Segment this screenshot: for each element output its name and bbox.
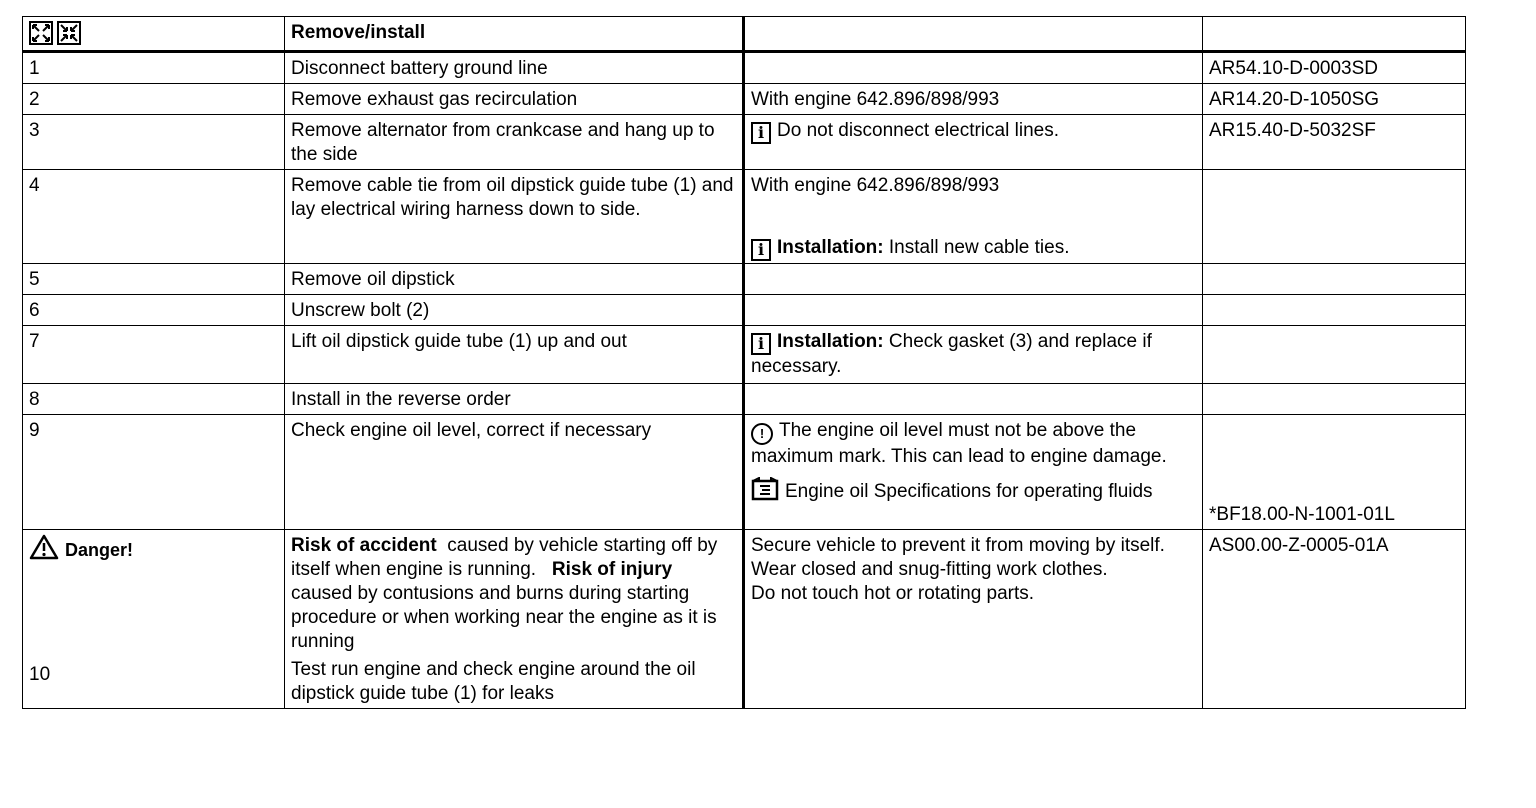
step-number: 4 <box>23 170 285 264</box>
step-text: Remove cable tie from oil dipstick guide tube (1) and lay electrical wiring harness down to side. <box>285 170 744 264</box>
step-note: With engine 642.896/898/993 <box>744 84 1203 115</box>
step-number: 1 <box>23 52 285 84</box>
spec-ref-link[interactable]: *BF18.00-N-1001-01L <box>1209 504 1395 525</box>
table-row <box>23 264 1466 295</box>
risk-injury-text: caused by contusions and burns during starting procedure or when working near the engine as it is running <box>291 583 717 652</box>
step-number: 7 <box>23 326 285 384</box>
step-note <box>744 52 1203 84</box>
step-text: Test run engine and check engine around the oil dipstick guide tube (1) for leaks <box>291 659 696 704</box>
danger-risk-cell <box>285 530 744 709</box>
note-text: With engine 642.896/898/993 <box>751 175 1000 196</box>
expand-arrows-icon[interactable] <box>29 21 53 45</box>
installation-text: Install new cable ties. <box>888 237 1070 258</box>
step-text: Remove alternator from crankcase and hang up to the side <box>285 115 744 170</box>
step-note <box>744 115 1203 170</box>
step-ref[interactable]: AR15.40-D-5032SF <box>1203 115 1466 170</box>
measure-item: Secure vehicle to prevent it from moving by itself. <box>751 535 1165 556</box>
info-icon: i <box>751 122 771 144</box>
danger-label: Danger! <box>65 540 134 560</box>
danger-measures-cell <box>744 530 1203 709</box>
risk-injury-label: Risk of injury <box>551 559 673 580</box>
step-number: 10 <box>29 664 51 685</box>
table-row <box>23 170 1466 264</box>
step-number: 5 <box>23 264 285 295</box>
danger-row <box>23 530 1466 709</box>
table-row <box>23 52 1466 84</box>
table-row <box>23 115 1466 170</box>
step-number: 8 <box>23 384 285 415</box>
step-ref <box>1203 295 1466 326</box>
step-text: Disconnect battery ground line <box>285 52 744 84</box>
table-row <box>23 84 1466 115</box>
installation-text: Check gasket (3) and replace if necessary. <box>751 331 1152 377</box>
table-row <box>23 384 1466 415</box>
step-ref <box>1203 264 1466 295</box>
info-icon: i <box>751 333 771 355</box>
table-row <box>23 326 1466 384</box>
step-number: 2 <box>23 84 285 115</box>
step-note <box>744 384 1203 415</box>
risk-accident-label: Risk of accident <box>291 535 437 556</box>
header-title: Remove/install <box>285 17 744 52</box>
step-ref[interactable]: AR54.10-D-0003SD <box>1203 52 1466 84</box>
step-number: 6 <box>23 295 285 326</box>
specifications-book-icon <box>751 477 779 508</box>
step-number: 3 <box>23 115 285 170</box>
risk-accident-text: caused by vehicle starting off by itself when engine is running. <box>291 535 718 580</box>
header-icons-cell <box>23 17 285 52</box>
measure-item: Do not touch hot or rotating parts. <box>751 583 1035 604</box>
table-row <box>23 415 1466 530</box>
step-ref <box>1203 384 1466 415</box>
header-row <box>23 17 1466 52</box>
step-text: Install in the reverse order <box>285 384 744 415</box>
step-note <box>744 415 1203 530</box>
danger-triangle-icon <box>29 534 59 567</box>
step-ref[interactable] <box>1203 415 1466 530</box>
installation-label: Installation: <box>777 237 884 258</box>
spec-text: Engine oil Specifications for operating fluids <box>785 481 1153 502</box>
step-note <box>744 295 1203 326</box>
info-icon: i <box>751 239 771 261</box>
measure-item: Wear closed and snug-fitting work clothes. <box>751 559 1108 580</box>
step-text: Lift oil dipstick guide tube (1) up and out <box>285 326 744 384</box>
note-text: Do not disconnect electrical lines. <box>777 120 1059 141</box>
note-text: The engine oil level must not be above the maximum mark. This can lead to engine damage. <box>751 420 1167 467</box>
step-text: Remove exhaust gas recirculation <box>285 84 744 115</box>
danger-ref[interactable]: AS00.00-Z-0005-01A <box>1203 530 1466 709</box>
step-text: Check engine oil level, correct if necessary <box>285 415 744 530</box>
step-note <box>744 170 1203 264</box>
step-ref <box>1203 170 1466 264</box>
installation-label: Installation: <box>777 331 884 352</box>
step-text: Remove oil dipstick <box>285 264 744 295</box>
step-note <box>744 264 1203 295</box>
step-ref[interactable]: AR14.20-D-1050SG <box>1203 84 1466 115</box>
header-ref-cell <box>1203 17 1466 52</box>
header-note-cell <box>744 17 1203 52</box>
warning-notice-icon: ! <box>751 423 773 445</box>
step-ref <box>1203 326 1466 384</box>
repair-procedure-table <box>22 16 1466 709</box>
collapse-arrows-icon[interactable] <box>57 21 81 45</box>
step-text: Unscrew bolt (2) <box>285 295 744 326</box>
danger-cell <box>23 530 285 709</box>
step-number: 9 <box>23 415 285 530</box>
table-row <box>23 295 1466 326</box>
step-note <box>744 326 1203 384</box>
